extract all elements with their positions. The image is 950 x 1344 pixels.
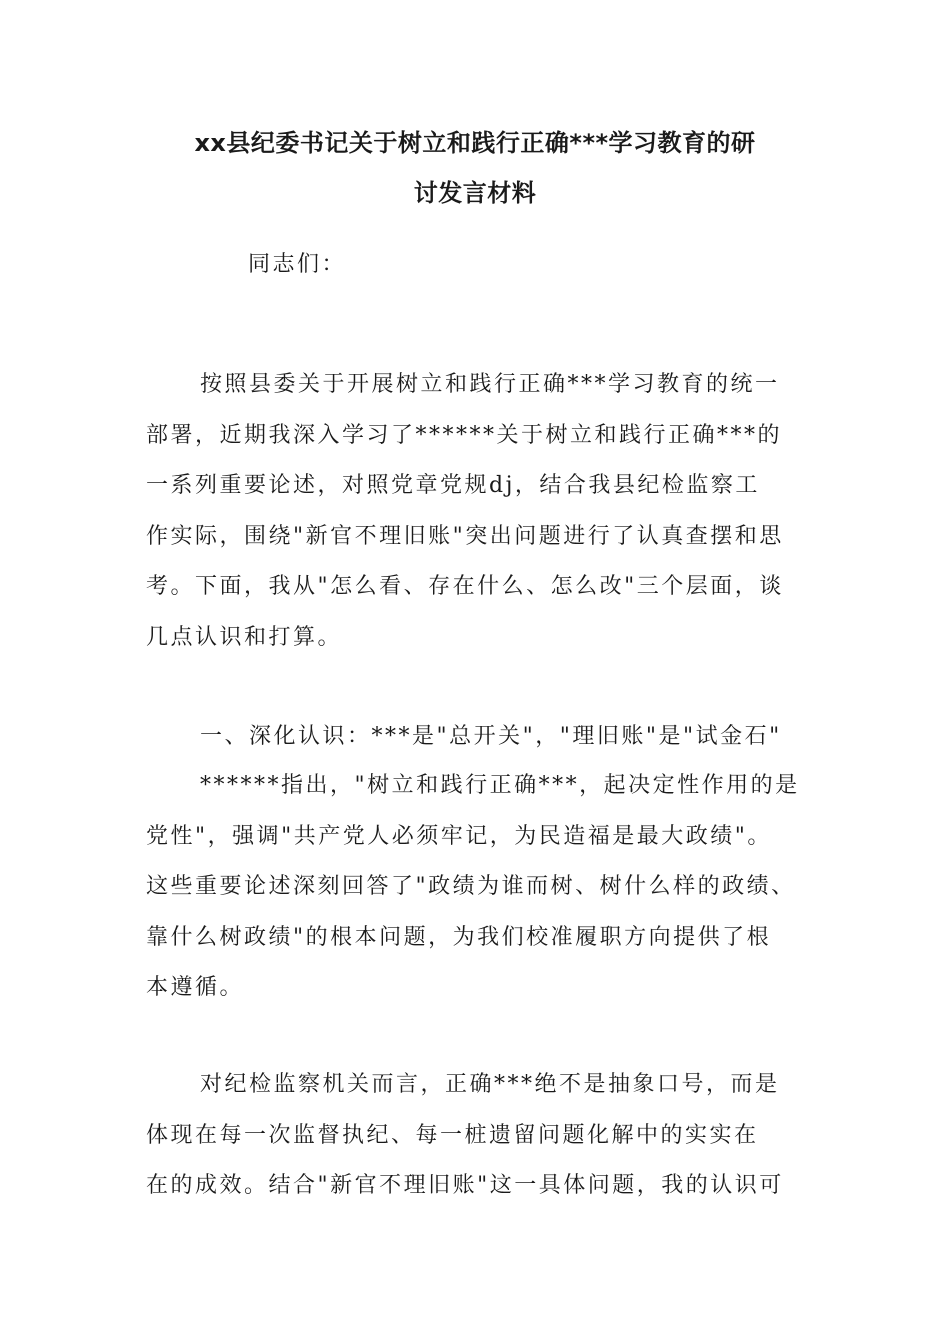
- paragraph-line: 部署，近期我深入学习了******关于树立和践行正确***的: [146, 422, 783, 448]
- paragraph-line: 党性"，强调"共产党人必须牢记，为民造福是最大政绩"。: [146, 823, 772, 849]
- paragraph-section-1: [146, 761, 810, 1014]
- paragraph-line: 体现在每一次监督执纪、每一桩遗留问题化解中的实实在: [146, 1122, 759, 1148]
- paragraph-section-2: [146, 1060, 810, 1212]
- section-heading-text: 一、深化认识：***是"总开关"，"理旧账"是"试金石": [200, 724, 782, 749]
- title-line: xx县纪委书记关于树立和践行正确***学习教育的研: [194, 129, 756, 157]
- paragraph-line: 几点认识和打算。: [146, 624, 343, 650]
- paragraph-line: 作实际，围绕"新官不理旧账"突出问题进行了认真查摆和思: [146, 523, 784, 549]
- paragraph-line: 这些重要论述深刻回答了"政绩为谁而树、树什么样的政绩、: [146, 874, 796, 899]
- greeting: [248, 240, 912, 291]
- paragraph-intro: [146, 360, 810, 663]
- paragraph-line: 一系列重要论述，对照党章党规dj，结合我县纪检监察工: [146, 473, 760, 498]
- paragraph-line: ******指出，"树立和践行正确***，起决定性作用的是: [200, 773, 800, 798]
- paragraph-line: 本遵循。: [146, 975, 245, 1000]
- paragraph-line: 考。下面，我从"怎么看、存在什么、怎么改"三个层面，谈: [146, 574, 784, 599]
- paragraph-line: 在的成效。结合"新官不理旧账"这一具体问题，我的认识可: [146, 1173, 784, 1198]
- greeting-text: 同志们：: [248, 252, 347, 277]
- title-line: 讨发言材料: [413, 179, 537, 207]
- paragraph-line: 按照县委关于开展树立和践行正确***学习教育的统一: [200, 372, 780, 397]
- section-heading: [146, 712, 810, 763]
- document-title: [145, 118, 805, 218]
- paragraph-line: 靠什么树政绩"的根本问题，为我们校准履职方向提供了根: [146, 924, 772, 950]
- paragraph-line: 对纪检监察机关而言，正确***绝不是抽象口号，而是: [200, 1072, 780, 1097]
